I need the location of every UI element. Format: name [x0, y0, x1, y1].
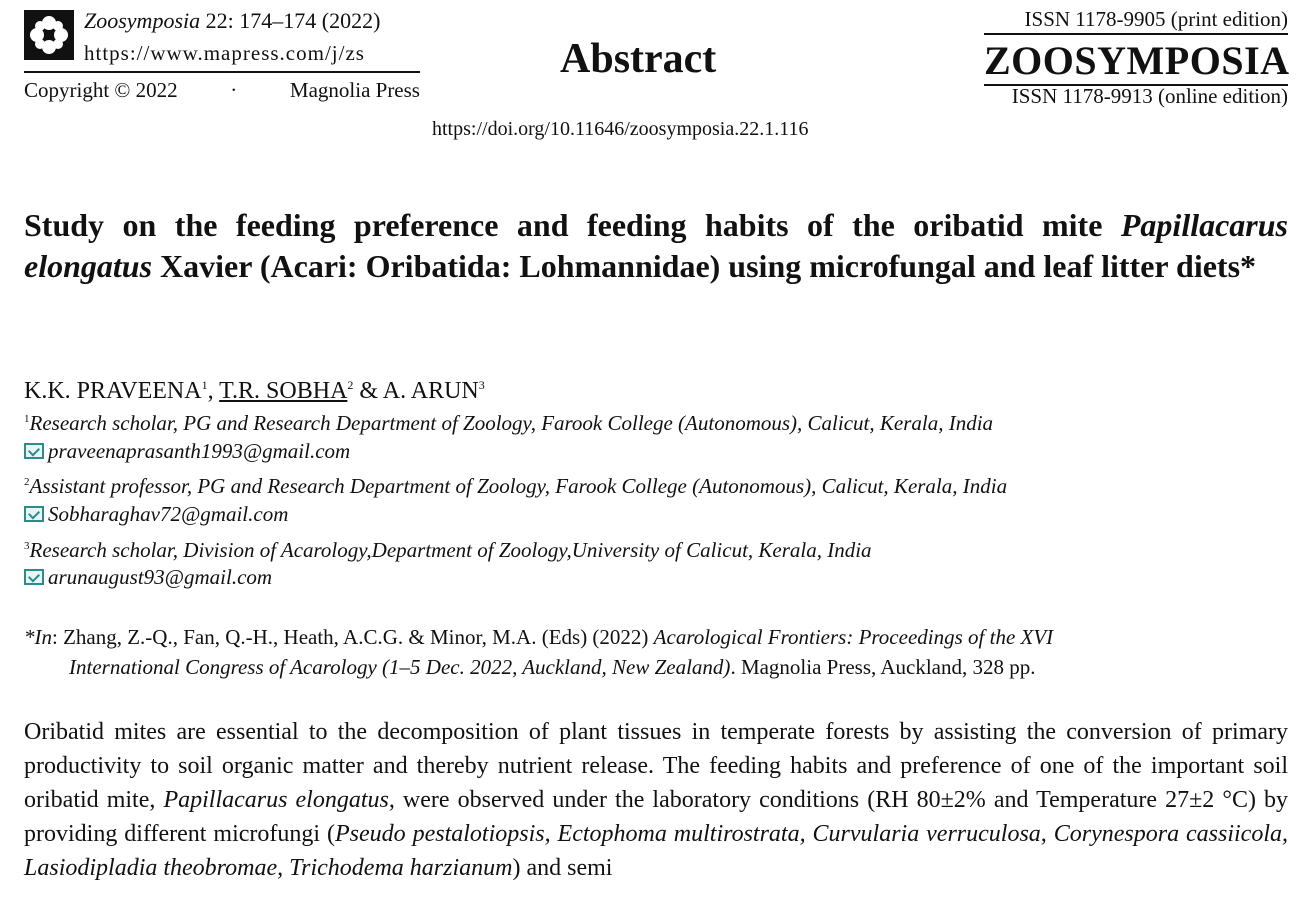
- email-3-address[interactable]: arunaugust93@gmail.com: [48, 565, 273, 589]
- flower-logo-icon: [28, 14, 70, 56]
- citation-row-2: [24, 652, 1288, 682]
- affiliation-2: [24, 468, 1007, 500]
- author-1-sup: 1: [201, 378, 208, 392]
- citation-part-2: . Magnolia Press, Auckland, 328 pp.: [730, 655, 1036, 679]
- author-1: K.K. PRAVEENA: [24, 378, 202, 404]
- email-3[interactable]: [24, 563, 272, 591]
- author-2[interactable]: T.R. SOBHA: [219, 378, 348, 404]
- abstract-sentence-1: Oribatid mites are essential to the decomposition of plant tissues in temperate forests by assisting the conversion of primary productivity to soil organic matter and thereby nutrient release. The feeding habits and preference of one of the important soil oribatid mite,: [24, 719, 1288, 813]
- abstract-sentence-2: were observed under the laboratory conditions (RH 80±2% and Temperature 27±2 °C) by providing different microfungi (: [24, 787, 1289, 847]
- journal-name: Zoosymposia: [84, 8, 201, 33]
- affiliation-3-sup: 3: [24, 540, 30, 552]
- publisher-logo: [24, 10, 74, 60]
- affiliation-3: [24, 532, 872, 564]
- proceedings-citation: [24, 622, 1288, 682]
- author-3-sup: 3: [478, 378, 485, 392]
- journal-masthead: ZOOSYMPOSIA: [984, 38, 1290, 83]
- citation-italic-2: International Congress of Acarology (1–5 Dec. 2022, Auckland, New Zealand): [69, 655, 731, 679]
- affiliation-3-text: Research scholar, Division of Acarology,Department of Zoology,University of Calicut, Kerala, India: [29, 538, 872, 562]
- author-3: A. ARUN: [382, 378, 479, 404]
- copyright-line: [24, 77, 420, 103]
- abstract-fungi-list: Pseudo pestalotiopsis, Ectophoma multirostrata, Curvularia verruculosa, Corynespora cassiicola, Lasiodipladia theobromae, Trichodema harzianum: [24, 821, 1288, 881]
- title-species: Papillacarus elongatus: [24, 207, 1288, 284]
- header-divider: [24, 71, 420, 73]
- section-label: Abstract: [560, 36, 717, 82]
- citation-lead: *In: [24, 625, 52, 649]
- journal-volume-pages: 22: 174–174 (2022): [205, 8, 381, 33]
- author-sep-2: &: [353, 378, 383, 404]
- paper-title: [24, 205, 1288, 287]
- separator-dot: ·: [230, 78, 238, 102]
- title-part-2: Xavier (Acari: Oribatida: Lohmannidae) using microfungal and leaf litter diets*: [152, 248, 1257, 284]
- journal-citation: [84, 8, 380, 34]
- email-1[interactable]: [24, 437, 350, 465]
- copyright-text: Copyright © 2022: [24, 78, 178, 102]
- affiliation-1: [24, 405, 993, 437]
- affiliation-2-text: Assistant professor, PG and Research Department of Zoology, Farook College (Autonomous), Calicut, Kerala, India: [29, 474, 1008, 498]
- issn-print: ISSN 1178-9905 (print edition): [1024, 7, 1288, 31]
- email-1-address[interactable]: praveenaprasanth1993@gmail.com: [48, 439, 351, 463]
- abstract-body: [24, 715, 1288, 885]
- author-list: [24, 370, 485, 406]
- email-2-address[interactable]: Sobharaghav72@gmail.com: [48, 502, 289, 526]
- citation-italic-1: Acarological Frontiers: Proceedings of the XVI: [653, 625, 1054, 649]
- abstract-species: Papillacarus elongatus,: [163, 787, 395, 813]
- author-2-sup: 2: [347, 378, 354, 392]
- citation-part-1: : Zhang, Z.-Q., Fan, Q.-H., Heath, A.C.G. & Minor, M.A. (Eds) (2022): [52, 625, 654, 649]
- title-part-1: Study on the feeding preference and feeding habits of the oribatid mite: [24, 207, 1121, 243]
- mail-icon: [24, 506, 44, 522]
- affiliation-1-text: Research scholar, PG and Research Department of Zoology, Farook College (Autonomous), Calicut, Kerala, India: [29, 411, 994, 435]
- mail-icon: [24, 569, 44, 585]
- abstract-sentence-3: ) and semi: [512, 855, 613, 881]
- author-sep-1: ,: [207, 378, 220, 404]
- affiliation-2-sup: 2: [24, 476, 30, 488]
- issn-divider-top: [984, 33, 1288, 35]
- journal-url[interactable]: https://www.mapress.com/j/zs: [84, 41, 365, 65]
- issn-online: ISSN 1178-9913 (online edition): [1011, 84, 1288, 108]
- publisher-name: Magnolia Press: [289, 78, 420, 102]
- doi-link[interactable]: https://doi.org/10.11646/zoosymposia.22.1.116: [432, 118, 809, 140]
- affiliation-1-sup: 1: [24, 413, 30, 425]
- mail-icon: [24, 443, 44, 459]
- email-2[interactable]: [24, 500, 288, 528]
